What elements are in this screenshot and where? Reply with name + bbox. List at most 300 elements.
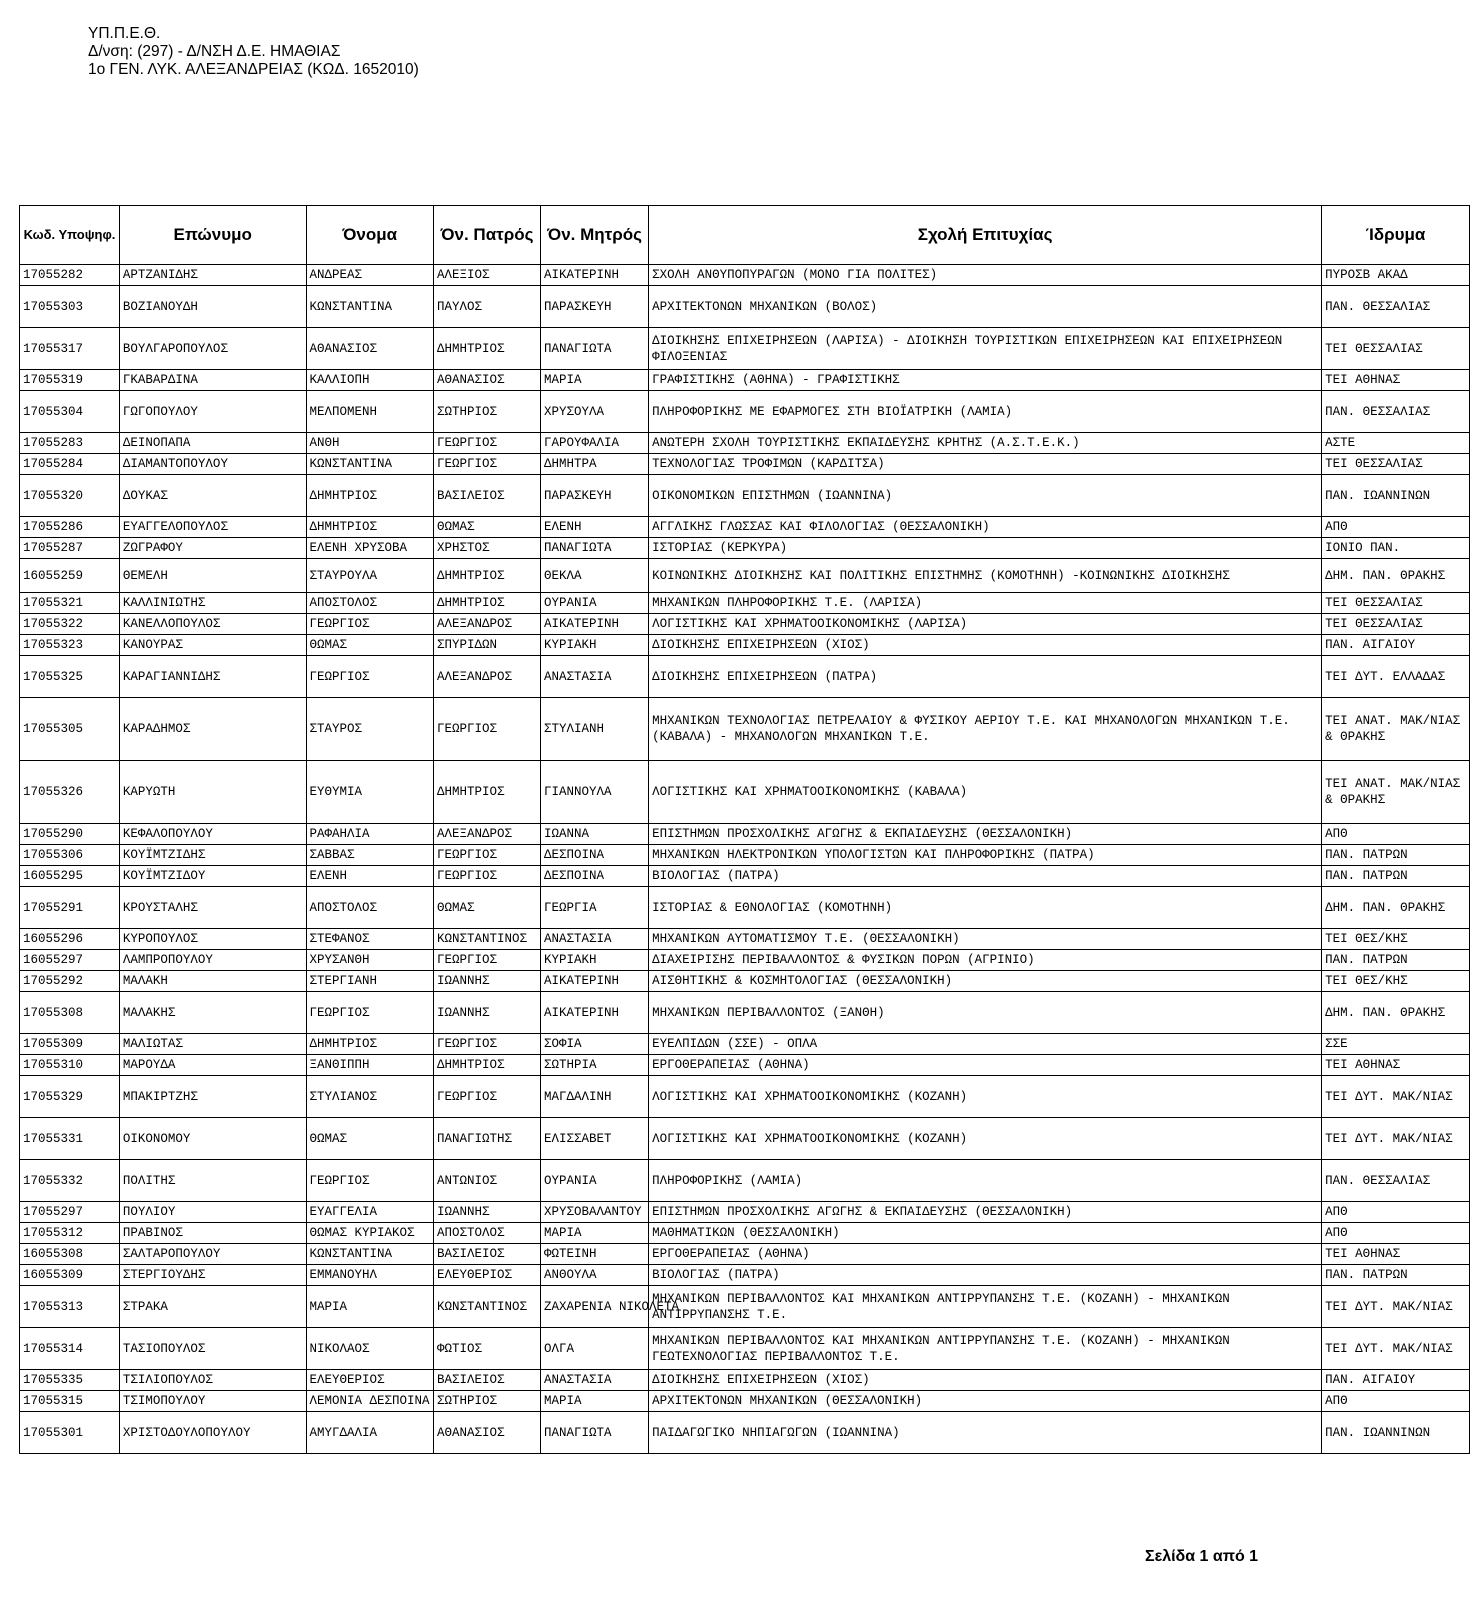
cell-mother: ΔΕΣΠΟΙΝΑ xyxy=(541,866,649,887)
cell-institution: ΤΕΙ ΔΥΤ. ΜΑΚ/ΝΙΑΣ xyxy=(1322,1328,1470,1370)
table-row xyxy=(20,824,1470,845)
cell-father: ΑΛΕΞΙΟΣ xyxy=(433,265,540,286)
cell-school: ΒΙΟΛΟΓΙΑΣ (ΠΑΤΡΑ) xyxy=(649,866,1322,887)
cell-institution: ΠΑΝ. ΠΑΤΡΩΝ xyxy=(1322,845,1470,866)
cell-institution: ΔΗΜ. ΠΑΝ. ΘΡΑΚΗΣ xyxy=(1322,887,1470,929)
cell-institution: ΤΕΙ ΔΥΤ. ΜΑΚ/ΝΙΑΣ xyxy=(1322,1118,1470,1160)
cell-mother: ΚΥΡΙΑΚΗ xyxy=(541,950,649,971)
cell-school: ΜΗΧΑΝΙΚΩΝ ΠΕΡΙΒΑΛΛΟΝΤΟΣ ΚΑΙ ΜΗΧΑΝΙΚΩΝ ΑΝΤΙΡΡΥΠΑΝΣΗΣ Τ.Ε. (ΚΟΖΑΝΗ) - ΜΗΧΑΝΙΚΩΝ ΑΝΤΙΡΡΥΠΑΝΣΗΣ Τ.Ε. xyxy=(649,1286,1322,1328)
ministry-line: ΥΠ.Π.Ε.Θ. xyxy=(88,25,161,42)
cell-institution: ΤΕΙ ΔΥΤ. ΕΛΛΑΔΑΣ xyxy=(1322,656,1470,698)
table-row xyxy=(20,454,1470,475)
cell-father: ΙΩΑΝΝΗΣ xyxy=(433,1202,540,1223)
cell-name: ΔΗΜΗΤΡΙΟΣ xyxy=(306,475,433,517)
cell-father: ΠΑΥΛΟΣ xyxy=(433,286,540,328)
results-table-body xyxy=(20,265,1470,1454)
cell-name: ΕΛΕΝΗ ΧΡΥΣΟΒΑ xyxy=(306,538,433,559)
cell-code: 17055283 xyxy=(20,433,120,454)
col-header-father: Όν. Πατρός xyxy=(433,206,540,265)
table-row xyxy=(20,286,1470,328)
cell-school: ΛΟΓΙΣΤΙΚΗΣ ΚΑΙ ΧΡΗΜΑΤΟΟΙΚΟΝΟΜΙΚΗΣ (ΛΑΡΙΣΑ) xyxy=(649,614,1322,635)
cell-institution: ΤΕΙ ΘΕΣΣΑΛΙΑΣ xyxy=(1322,328,1470,370)
cell-code: 17055306 xyxy=(20,845,120,866)
cell-surname: ΠΟΛΙΤΗΣ xyxy=(119,1160,306,1202)
cell-code: 17055304 xyxy=(20,391,120,433)
cell-father: ΒΑΣΙΛΕΙΟΣ xyxy=(433,475,540,517)
document-header xyxy=(88,25,419,79)
cell-code: 16055295 xyxy=(20,866,120,887)
cell-name: ΑΘΑΝΑΣΙΟΣ xyxy=(306,328,433,370)
cell-father: ΑΘΑΝΑΣΙΟΣ xyxy=(433,1412,540,1454)
cell-name: ΑΝΔΡΕΑΣ xyxy=(306,265,433,286)
cell-father: ΑΛΕΞΑΝΔΡΟΣ xyxy=(433,614,540,635)
cell-name: ΘΩΜΑΣ ΚΥΡΙΑΚΟΣ xyxy=(306,1223,433,1244)
cell-mother: ΦΩΤΕΙΝΗ xyxy=(541,1244,649,1265)
table-row xyxy=(20,1412,1470,1454)
cell-father: ΧΡΗΣΤΟΣ xyxy=(433,538,540,559)
cell-school: ΔΙΟΙΚΗΣΗΣ ΕΠΙΧΕΙΡΗΣΕΩΝ (ΧΙΟΣ) xyxy=(649,635,1322,656)
cell-father: ΔΗΜΗΤΡΙΟΣ xyxy=(433,559,540,593)
cell-father: ΑΠΟΣΤΟΛΟΣ xyxy=(433,1223,540,1244)
table-row xyxy=(20,1370,1470,1391)
table-row xyxy=(20,593,1470,614)
cell-school: ΑΓΓΛΙΚΗΣ ΓΛΩΣΣΑΣ ΚΑΙ ΦΙΛΟΛΟΓΙΑΣ (ΘΕΣΣΑΛΟΝΙΚΗ) xyxy=(649,517,1322,538)
cell-institution: ΤΕΙ ΔΥΤ. ΜΑΚ/ΝΙΑΣ xyxy=(1322,1076,1470,1118)
table-row xyxy=(20,887,1470,929)
cell-name: ΓΕΩΡΓΙΟΣ xyxy=(306,992,433,1034)
cell-mother: ΚΥΡΙΑΚΗ xyxy=(541,635,649,656)
cell-code: 17055323 xyxy=(20,635,120,656)
cell-surname: ΚΑΡΑΔΗΜΟΣ xyxy=(119,698,306,761)
cell-code: 17055335 xyxy=(20,1370,120,1391)
cell-surname: ΣΤΡΑΚΑ xyxy=(119,1286,306,1328)
cell-surname: ΚΡΟΥΣΤΑΛΗΣ xyxy=(119,887,306,929)
cell-father: ΓΕΩΡΓΙΟΣ xyxy=(433,1034,540,1055)
cell-code: 17055310 xyxy=(20,1055,120,1076)
cell-code: 17055314 xyxy=(20,1328,120,1370)
cell-institution: ΤΕΙ ΘΕΣΣΑΛΙΑΣ xyxy=(1322,614,1470,635)
cell-surname: ΓΚΑΒΑΡΔΙΝΑ xyxy=(119,370,306,391)
cell-institution: ΙΟΝΙΟ ΠΑΝ. xyxy=(1322,538,1470,559)
cell-code: 17055317 xyxy=(20,328,120,370)
cell-father: ΚΩΝΣΤΑΝΤΙΝΟΣ xyxy=(433,929,540,950)
cell-surname: ΒΟΥΛΓΑΡΟΠΟΥΛΟΣ xyxy=(119,328,306,370)
cell-surname: ΜΠΑΚΙΡΤΖΗΣ xyxy=(119,1076,306,1118)
col-header-institution: Ίδρυμα xyxy=(1322,206,1470,265)
cell-mother: ΑΙΚΑΤΕΡΙΝΗ xyxy=(541,614,649,635)
table-row xyxy=(20,1034,1470,1055)
cell-father: ΣΩΤΗΡΙΟΣ xyxy=(433,1391,540,1412)
table-row xyxy=(20,761,1470,824)
cell-mother: ΣΤΥΛΙΑΝΗ xyxy=(541,698,649,761)
cell-institution: ΠΑΝ. ΘΕΣΣΑΛΙΑΣ xyxy=(1322,286,1470,328)
table-row xyxy=(20,265,1470,286)
col-header-code: Κωδ. Υποψηφ. xyxy=(20,206,120,265)
cell-mother: ΧΡΥΣΟΥΛΑ xyxy=(541,391,649,433)
table-row xyxy=(20,1055,1470,1076)
cell-school: ΚΟΙΝΩΝΙΚΗΣ ΔΙΟΙΚΗΣΗΣ ΚΑΙ ΠΟΛΙΤΙΚΗΣ ΕΠΙΣΤΗΜΗΣ (ΚΟΜΟΤΗΝΗ) -ΚΟΙΝΩΝΙΚΗΣ ΔΙΟΙΚΗΣΗΣ xyxy=(649,559,1322,593)
page-number: Σελίδα 1 από 1 xyxy=(1145,1548,1259,1565)
col-header-surname: Επώνυμο xyxy=(119,206,306,265)
cell-mother: ΠΑΡΑΣΚΕΥΗ xyxy=(541,475,649,517)
cell-mother: ΠΑΝΑΓΙΩΤΑ xyxy=(541,1412,649,1454)
table-row xyxy=(20,1160,1470,1202)
table-row xyxy=(20,1118,1470,1160)
cell-name: ΔΗΜΗΤΡΙΟΣ xyxy=(306,517,433,538)
cell-surname: ΜΑΡΟΥΔΑ xyxy=(119,1055,306,1076)
cell-code: 17055309 xyxy=(20,1034,120,1055)
cell-name: ΔΗΜΗΤΡΙΟΣ xyxy=(306,1034,433,1055)
cell-code: 17055332 xyxy=(20,1160,120,1202)
table-row xyxy=(20,845,1470,866)
cell-mother: ΔΕΣΠΟΙΝΑ xyxy=(541,845,649,866)
cell-name: ΚΑΛΛΙΟΠΗ xyxy=(306,370,433,391)
cell-surname: ΚΑΝΕΛΛΟΠΟΥΛΟΣ xyxy=(119,614,306,635)
cell-father: ΑΘΑΝΑΣΙΟΣ xyxy=(433,370,540,391)
cell-institution: ΤΕΙ ΘΕΣΣΑΛΙΑΣ xyxy=(1322,454,1470,475)
cell-mother: ΠΑΝΑΓΙΩΤΑ xyxy=(541,328,649,370)
cell-surname: ΚΑΡΑΓΙΑΝΝΙΔΗΣ xyxy=(119,656,306,698)
cell-surname: ΚΕΦΑΛΟΠΟΥΛΟΥ xyxy=(119,824,306,845)
cell-institution: ΠΑΝ. ΑΙΓΑΙΟΥ xyxy=(1322,1370,1470,1391)
cell-name: ΘΩΜΑΣ xyxy=(306,635,433,656)
cell-institution: ΠΑΝ. ΠΑΤΡΩΝ xyxy=(1322,950,1470,971)
table-row xyxy=(20,538,1470,559)
cell-school: ΔΙΟΙΚΗΣΗΣ ΕΠΙΧΕΙΡΗΣΕΩΝ (ΠΑΤΡΑ) xyxy=(649,656,1322,698)
cell-father: ΓΕΩΡΓΙΟΣ xyxy=(433,454,540,475)
cell-surname: ΚΟΥΪΜΤΖΙΔΟΥ xyxy=(119,866,306,887)
table-row xyxy=(20,1391,1470,1412)
cell-father: ΑΛΕΞΑΝΔΡΟΣ xyxy=(433,824,540,845)
cell-father: ΓΕΩΡΓΙΟΣ xyxy=(433,698,540,761)
cell-name: ΧΡΥΣΑΝΘΗ xyxy=(306,950,433,971)
col-header-name: Όνομα xyxy=(306,206,433,265)
cell-code: 17055322 xyxy=(20,614,120,635)
cell-name: ΑΝΘΗ xyxy=(306,433,433,454)
cell-institution: ΑΠΘ xyxy=(1322,824,1470,845)
cell-code: 16055309 xyxy=(20,1265,120,1286)
table-row xyxy=(20,656,1470,698)
cell-code: 17055305 xyxy=(20,698,120,761)
cell-institution: ΤΕΙ ΘΕΣ/ΚΗΣ xyxy=(1322,971,1470,992)
cell-surname: ΑΡΤΖΑΝΙΔΗΣ xyxy=(119,265,306,286)
results-table xyxy=(19,205,1470,1454)
cell-name: ΚΩΝΣΤΑΝΤΙΝΑ xyxy=(306,454,433,475)
cell-mother: ΙΩΑΝΝΑ xyxy=(541,824,649,845)
cell-institution: ΑΠΘ xyxy=(1322,1223,1470,1244)
cell-school: ΛΟΓΙΣΤΙΚΗΣ ΚΑΙ ΧΡΗΜΑΤΟΟΙΚΟΝΟΜΙΚΗΣ (ΚΟΖΑΝΗ) xyxy=(649,1076,1322,1118)
cell-surname: ΟΙΚΟΝΟΜΟΥ xyxy=(119,1118,306,1160)
table-row xyxy=(20,992,1470,1034)
cell-code: 16055308 xyxy=(20,1244,120,1265)
cell-institution: ΤΕΙ ΑΘΗΝΑΣ xyxy=(1322,1055,1470,1076)
cell-school: ΜΗΧΑΝΙΚΩΝ ΠΕΡΙΒΑΛΛΟΝΤΟΣ ΚΑΙ ΜΗΧΑΝΙΚΩΝ ΑΝΤΙΡΡΥΠΑΝΣΗΣ Τ.Ε. (ΚΟΖΑΝΗ) - ΜΗΧΑΝΙΚΩΝ ΓΕΩΤΕΧΝΟΛΟΓΙΑΣ ΠΕΡΙΒΑΛΛΟΝΤΟΣ Τ.Ε. xyxy=(649,1328,1322,1370)
cell-father: ΙΩΑΝΝΗΣ xyxy=(433,971,540,992)
table-row xyxy=(20,698,1470,761)
cell-school: ΕΠΙΣΤΗΜΩΝ ΠΡΟΣΧΟΛΙΚΗΣ ΑΓΩΓΗΣ & ΕΚΠΑΙΔΕΥΣΗΣ (ΘΕΣΣΑΛΟΝΙΚΗ) xyxy=(649,1202,1322,1223)
cell-institution: ΤΕΙ ΑΘΗΝΑΣ xyxy=(1322,1244,1470,1265)
cell-mother: ΧΡΥΣΟΒΑΛΑΝΤΟΥ xyxy=(541,1202,649,1223)
cell-institution: ΠΑΝ. ΘΕΣΣΑΛΙΑΣ xyxy=(1322,391,1470,433)
cell-father: ΓΕΩΡΓΙΟΣ xyxy=(433,866,540,887)
cell-surname: ΤΑΣΙΟΠΟΥΛΟΣ xyxy=(119,1328,306,1370)
cell-code: 17055313 xyxy=(20,1286,120,1328)
cell-school: ΑΙΣΘΗΤΙΚΗΣ & ΚΟΣΜΗΤΟΛΟΓΙΑΣ (ΘΕΣΣΑΛΟΝΙΚΗ) xyxy=(649,971,1322,992)
cell-institution: ΣΣΕ xyxy=(1322,1034,1470,1055)
cell-father: ΒΑΣΙΛΕΙΟΣ xyxy=(433,1244,540,1265)
cell-name: ΣΤΥΛΙΑΝΟΣ xyxy=(306,1076,433,1118)
cell-school: ΜΗΧΑΝΙΚΩΝ ΤΕΧΝΟΛΟΓΙΑΣ ΠΕΤΡΕΛΑΙΟΥ & ΦΥΣΙΚΟΥ ΑΕΡΙΟΥ Τ.Ε. ΚΑΙ ΜΗΧΑΝΟΛΟΓΩΝ ΜΗΧΑΝΙΚΩΝ Τ.Ε. (ΚΑΒΑΛΑ) - ΜΗΧΑΝΟΛΟΓΩΝ ΜΗΧΑΝΙΚΩΝ Τ.Ε. xyxy=(649,698,1322,761)
cell-name: ΓΕΩΡΓΙΟΣ xyxy=(306,656,433,698)
cell-institution: ΤΕΙ ΑΝΑΤ. ΜΑΚ/ΝΙΑΣ & ΘΡΑΚΗΣ xyxy=(1322,698,1470,761)
table-row xyxy=(20,950,1470,971)
cell-name: ΣΑΒΒΑΣ xyxy=(306,845,433,866)
cell-code: 16055296 xyxy=(20,929,120,950)
cell-institution: ΠΑΝ. ΑΙΓΑΙΟΥ xyxy=(1322,635,1470,656)
cell-mother: ΓΑΡΟΥΦΑΛΙΑ xyxy=(541,433,649,454)
table-row xyxy=(20,971,1470,992)
cell-father: ΔΗΜΗΤΡΙΟΣ xyxy=(433,761,540,824)
cell-name: ΕΜΜΑΝΟΥΗΛ xyxy=(306,1265,433,1286)
cell-code: 16055259 xyxy=(20,559,120,593)
cell-mother: ΜΑΡΙΑ xyxy=(541,1391,649,1412)
cell-name: ΜΕΛΠΟΜΕΝΗ xyxy=(306,391,433,433)
cell-mother: ΟΛΓΑ xyxy=(541,1328,649,1370)
table-row xyxy=(20,1223,1470,1244)
cell-mother: ΕΛΙΣΣΑΒΕΤ xyxy=(541,1118,649,1160)
cell-mother: ΖΑΧΑΡΕΝΙΑ ΝΙΚΟΛΕΤΑ xyxy=(541,1286,649,1328)
col-header-school: Σχολή Επιτυχίας xyxy=(649,206,1322,265)
cell-surname: ΓΩΓΟΠΟΥΛΟΥ xyxy=(119,391,306,433)
cell-code: 17055320 xyxy=(20,475,120,517)
cell-institution: ΔΗΜ. ΠΑΝ. ΘΡΑΚΗΣ xyxy=(1322,992,1470,1034)
cell-institution: ΠΑΝ. ΙΩΑΝΝΙΝΩΝ xyxy=(1322,1412,1470,1454)
cell-mother: ΟΥΡΑΝΙΑ xyxy=(541,1160,649,1202)
cell-school: ΤΕΧΝΟΛΟΓΙΑΣ ΤΡΟΦΙΜΩΝ (ΚΑΡΔΙΤΣΑ) xyxy=(649,454,1322,475)
cell-surname: ΔΕΙΝΟΠΑΠΑ xyxy=(119,433,306,454)
cell-father: ΣΠΥΡΙΔΩΝ xyxy=(433,635,540,656)
cell-code: 16055297 xyxy=(20,950,120,971)
cell-mother: ΜΑΡΙΑ xyxy=(541,370,649,391)
table-row xyxy=(20,1286,1470,1328)
cell-mother: ΜΑΓΔΑΛΙΝΗ xyxy=(541,1076,649,1118)
cell-school: ΑΡΧΙΤΕΚΤΟΝΩΝ ΜΗΧΑΝΙΚΩΝ (ΘΕΣΣΑΛΟΝΙΚΗ) xyxy=(649,1391,1322,1412)
cell-school: ΠΛΗΡΟΦΟΡΙΚΗΣ (ΛΑΜΙΑ) xyxy=(649,1160,1322,1202)
cell-surname: ΤΣΙΜΟΠΟΥΛΟΥ xyxy=(119,1391,306,1412)
cell-mother: ΟΥΡΑΝΙΑ xyxy=(541,593,649,614)
table-row xyxy=(20,1265,1470,1286)
cell-name: ΑΜΥΓΔΑΛΙΑ xyxy=(306,1412,433,1454)
cell-code: 17055286 xyxy=(20,517,120,538)
cell-mother: ΣΟΦΙΑ xyxy=(541,1034,649,1055)
cell-name: ΛΕΜΟΝΙΑ ΔΕΣΠΟΙΝΑ xyxy=(306,1391,433,1412)
cell-surname: ΚΑΝΟΥΡΑΣ xyxy=(119,635,306,656)
directorate-line: Δ/νση: (297) - Δ/ΝΣΗ Δ.Ε. ΗΜΑΘΙΑΣ xyxy=(88,43,341,60)
table-row xyxy=(20,433,1470,454)
cell-surname: ΔΟΥΚΑΣ xyxy=(119,475,306,517)
cell-code: 17055291 xyxy=(20,887,120,929)
cell-code: 17055308 xyxy=(20,992,120,1034)
cell-school: ΔΙΟΙΚΗΣΗΣ ΕΠΙΧΕΙΡΗΣΕΩΝ (ΛΑΡΙΣΑ) - ΔΙΟΙΚΗΣΗ ΤΟΥΡΙΣΤΙΚΩΝ ΕΠΙΧΕΙΡΗΣΕΩΝ ΚΑΙ ΕΠΙΧΕΙΡΗΣΕΩΝ ΦΙΛΟΞΕΝΙΑΣ xyxy=(649,328,1322,370)
cell-surname: ΖΩΓΡΑΦΟΥ xyxy=(119,538,306,559)
cell-code: 17055315 xyxy=(20,1391,120,1412)
cell-mother: ΠΑΡΑΣΚΕΥΗ xyxy=(541,286,649,328)
cell-name: ΚΩΝΣΤΑΝΤΙΝΑ xyxy=(306,1244,433,1265)
cell-code: 17055282 xyxy=(20,265,120,286)
cell-name: ΕΛΕΥΘΕΡΙΟΣ xyxy=(306,1370,433,1391)
cell-school: ΕΥΕΛΠΙΔΩΝ (ΣΣΕ) - ΟΠΛΑ xyxy=(649,1034,1322,1055)
cell-school: ΣΧΟΛΗ ΑΝΘΥΠΟΠΥΡΑΓΩΝ (ΜΟΝΟ ΓΙΑ ΠΟΛΙΤΕΣ) xyxy=(649,265,1322,286)
cell-name: ΓΕΩΡΓΙΟΣ xyxy=(306,614,433,635)
cell-father: ΕΛΕΥΘΕΡΙΟΣ xyxy=(433,1265,540,1286)
cell-code: 17055297 xyxy=(20,1202,120,1223)
cell-institution: ΤΕΙ ΘΕΣΣΑΛΙΑΣ xyxy=(1322,593,1470,614)
cell-father: ΚΩΝΣΤΑΝΤΙΝΟΣ xyxy=(433,1286,540,1328)
cell-school: ΕΡΓΟΘΕΡΑΠΕΙΑΣ (ΑΘΗΝΑ) xyxy=(649,1055,1322,1076)
table-row xyxy=(20,391,1470,433)
cell-institution: ΑΣΤΕ xyxy=(1322,433,1470,454)
cell-name: ΞΑΝΘΙΠΠΗ xyxy=(306,1055,433,1076)
cell-code: 17055290 xyxy=(20,824,120,845)
cell-father: ΣΩΤΗΡΙΟΣ xyxy=(433,391,540,433)
table-row xyxy=(20,1076,1470,1118)
table-row xyxy=(20,635,1470,656)
cell-surname: ΜΑΛΑΚΗ xyxy=(119,971,306,992)
cell-school: ΜΗΧΑΝΙΚΩΝ ΑΥΤΟΜΑΤΙΣΜΟΥ Τ.Ε. (ΘΕΣΣΑΛΟΝΙΚΗ) xyxy=(649,929,1322,950)
cell-mother: ΑΙΚΑΤΕΡΙΝΗ xyxy=(541,265,649,286)
cell-code: 17055321 xyxy=(20,593,120,614)
cell-surname: ΤΣΙΛΙΟΠΟΥΛΟΣ xyxy=(119,1370,306,1391)
cell-surname: ΚΟΥΪΜΤΖΙΔΗΣ xyxy=(119,845,306,866)
cell-institution: ΠΥΡΟΣΒ ΑΚΑΔ xyxy=(1322,265,1470,286)
cell-code: 17055329 xyxy=(20,1076,120,1118)
cell-school: ΜΗΧΑΝΙΚΩΝ ΠΕΡΙΒΑΛΛΟΝΤΟΣ (ΞΑΝΘΗ) xyxy=(649,992,1322,1034)
cell-surname: ΒΟΖΙΑΝΟΥΔΗ xyxy=(119,286,306,328)
cell-mother: ΑΙΚΑΤΕΡΙΝΗ xyxy=(541,971,649,992)
cell-father: ΘΩΜΑΣ xyxy=(433,517,540,538)
cell-father: ΙΩΑΝΝΗΣ xyxy=(433,992,540,1034)
header-row xyxy=(20,206,1470,265)
cell-institution: ΠΑΝ. ΠΑΤΡΩΝ xyxy=(1322,866,1470,887)
cell-father: ΓΕΩΡΓΙΟΣ xyxy=(433,1076,540,1118)
cell-institution: ΑΠΘ xyxy=(1322,1202,1470,1223)
cell-school: ΓΡΑΦΙΣΤΙΚΗΣ (ΑΘΗΝΑ) - ΓΡΑΦΙΣΤΙΚΗΣ xyxy=(649,370,1322,391)
cell-school: ΛΟΓΙΣΤΙΚΗΣ ΚΑΙ ΧΡΗΜΑΤΟΟΙΚΟΝΟΜΙΚΗΣ (ΚΟΖΑΝΗ) xyxy=(649,1118,1322,1160)
table-row xyxy=(20,475,1470,517)
cell-surname: ΜΑΛΑΚΗΣ xyxy=(119,992,306,1034)
cell-surname: ΘΕΜΕΛΗ xyxy=(119,559,306,593)
cell-name: ΑΠΟΣΤΟΛΟΣ xyxy=(306,593,433,614)
cell-name: ΝΙΚΟΛΑΟΣ xyxy=(306,1328,433,1370)
cell-surname: ΔΙΑΜΑΝΤΟΠΟΥΛΟΥ xyxy=(119,454,306,475)
cell-mother: ΑΙΚΑΤΕΡΙΝΗ xyxy=(541,992,649,1034)
cell-institution: ΠΑΝ. ΠΑΤΡΩΝ xyxy=(1322,1265,1470,1286)
cell-name: ΓΕΩΡΓΙΟΣ xyxy=(306,1160,433,1202)
table-row xyxy=(20,1202,1470,1223)
table-row xyxy=(20,614,1470,635)
cell-surname: ΚΑΛΛΙΝΙΩΤΗΣ xyxy=(119,593,306,614)
table-row xyxy=(20,517,1470,538)
cell-father: ΔΗΜΗΤΡΙΟΣ xyxy=(433,1055,540,1076)
table-row xyxy=(20,1244,1470,1265)
cell-institution: ΤΕΙ ΘΕΣ/ΚΗΣ xyxy=(1322,929,1470,950)
cell-name: ΣΤΑΥΡΟΥΛΑ xyxy=(306,559,433,593)
cell-institution: ΤΕΙ ΔΥΤ. ΜΑΚ/ΝΙΑΣ xyxy=(1322,1286,1470,1328)
cell-school: ΜΗΧΑΝΙΚΩΝ ΗΛΕΚΤΡΟΝΙΚΩΝ ΥΠΟΛΟΓΙΣΤΩΝ ΚΑΙ ΠΛΗΡΟΦΟΡΙΚΗΣ (ΠΑΤΡΑ) xyxy=(649,845,1322,866)
cell-name: ΚΩΝΣΤΑΝΤΙΝΑ xyxy=(306,286,433,328)
cell-mother: ΕΛΕΝΗ xyxy=(541,517,649,538)
cell-school: ΠΛΗΡΟΦΟΡΙΚΗΣ ΜΕ ΕΦΑΡΜΟΓΕΣ ΣΤΗ ΒΙΟΪΑΤΡΙΚΗ (ΛΑΜΙΑ) xyxy=(649,391,1322,433)
cell-name: ΣΤΑΥΡΟΣ xyxy=(306,698,433,761)
cell-mother: ΑΝΘΟΥΛΑ xyxy=(541,1265,649,1286)
cell-name: ΡΑΦΑΗΛΙΑ xyxy=(306,824,433,845)
cell-father: ΑΝΤΩΝΙΟΣ xyxy=(433,1160,540,1202)
cell-institution: ΤΕΙ ΑΝΑΤ. ΜΑΚ/ΝΙΑΣ & ΘΡΑΚΗΣ xyxy=(1322,761,1470,824)
cell-surname: ΧΡΙΣΤΟΔΟΥΛΟΠΟΥΛΟΥ xyxy=(119,1412,306,1454)
cell-mother: ΣΩΤΗΡΙΑ xyxy=(541,1055,649,1076)
cell-code: 17055301 xyxy=(20,1412,120,1454)
cell-surname: ΣΑΛΤΑΡΟΠΟΥΛΟΥ xyxy=(119,1244,306,1265)
cell-name: ΘΩΜΑΣ xyxy=(306,1118,433,1160)
table-row xyxy=(20,370,1470,391)
cell-school: ΑΝΩΤΕΡΗ ΣΧΟΛΗ ΤΟΥΡΙΣΤΙΚΗΣ ΕΚΠΑΙΔΕΥΣΗΣ ΚΡΗΤΗΣ (Α.Σ.Τ.Ε.Κ.) xyxy=(649,433,1322,454)
cell-code: 17055331 xyxy=(20,1118,120,1160)
table-row xyxy=(20,866,1470,887)
cell-surname: ΕΥΑΓΓΕΛΟΠΟΥΛΟΣ xyxy=(119,517,306,538)
school-line: 1ο ΓΕΝ. ΛΥΚ. ΑΛΕΞΑΝΔΡΕΙΑΣ (ΚΩΔ. 1652010) xyxy=(88,61,419,78)
cell-school: ΙΣΤΟΡΙΑΣ (ΚΕΡΚΥΡΑ) xyxy=(649,538,1322,559)
cell-school: ΑΡΧΙΤΕΚΤΟΝΩΝ ΜΗΧΑΝΙΚΩΝ (ΒΟΛΟΣ) xyxy=(649,286,1322,328)
cell-father: ΑΛΕΞΑΝΔΡΟΣ xyxy=(433,656,540,698)
cell-school: ΒΙΟΛΟΓΙΑΣ (ΠΑΤΡΑ) xyxy=(649,1265,1322,1286)
cell-father: ΔΗΜΗΤΡΙΟΣ xyxy=(433,328,540,370)
cell-surname: ΣΤΕΡΓΙΟΥΔΗΣ xyxy=(119,1265,306,1286)
cell-school: ΟΙΚΟΝΟΜΙΚΩΝ ΕΠΙΣΤΗΜΩΝ (ΙΩΑΝΝΙΝΑ) xyxy=(649,475,1322,517)
cell-father: ΘΩΜΑΣ xyxy=(433,887,540,929)
cell-name: ΣΤΕΦΑΝΟΣ xyxy=(306,929,433,950)
cell-school: ΠΑΙΔΑΓΩΓΙΚΟ ΝΗΠΙΑΓΩΓΩΝ (ΙΩΑΝΝΙΝΑ) xyxy=(649,1412,1322,1454)
cell-school: ΕΡΓΟΘΕΡΑΠΕΙΑΣ (ΑΘΗΝΑ) xyxy=(649,1244,1322,1265)
cell-mother: ΓΙΑΝΝΟΥΛΑ xyxy=(541,761,649,824)
cell-code: 17055326 xyxy=(20,761,120,824)
cell-father: ΒΑΣΙΛΕΙΟΣ xyxy=(433,1370,540,1391)
cell-name: ΣΤΕΡΓΙΑΝΗ xyxy=(306,971,433,992)
cell-name: ΕΥΑΓΓΕΛΙΑ xyxy=(306,1202,433,1223)
cell-mother: ΔΗΜΗΤΡΑ xyxy=(541,454,649,475)
cell-mother: ΘΕΚΛΑ xyxy=(541,559,649,593)
cell-father: ΠΑΝΑΓΙΩΤΗΣ xyxy=(433,1118,540,1160)
cell-father: ΓΕΩΡΓΙΟΣ xyxy=(433,950,540,971)
cell-code: 17055284 xyxy=(20,454,120,475)
cell-code: 17055312 xyxy=(20,1223,120,1244)
cell-institution: ΑΠΘ xyxy=(1322,1391,1470,1412)
cell-mother: ΓΕΩΡΓΙΑ xyxy=(541,887,649,929)
table-row xyxy=(20,929,1470,950)
cell-name: ΜΑΡΙΑ xyxy=(306,1286,433,1328)
cell-school: ΜΑΘΗΜΑΤΙΚΩΝ (ΘΕΣΣΑΛΟΝΙΚΗ) xyxy=(649,1223,1322,1244)
cell-institution: ΤΕΙ ΑΘΗΝΑΣ xyxy=(1322,370,1470,391)
cell-father: ΓΕΩΡΓΙΟΣ xyxy=(433,433,540,454)
cell-mother: ΑΝΑΣΤΑΣΙΑ xyxy=(541,1370,649,1391)
cell-surname: ΛΑΜΠΡΟΠΟΥΛΟΥ xyxy=(119,950,306,971)
cell-name: ΕΛΕΝΗ xyxy=(306,866,433,887)
cell-code: 17055325 xyxy=(20,656,120,698)
cell-surname: ΠΟΥΛΙΟΥ xyxy=(119,1202,306,1223)
cell-mother: ΑΝΑΣΤΑΣΙΑ xyxy=(541,656,649,698)
cell-father: ΦΩΤΙΟΣ xyxy=(433,1328,540,1370)
cell-school: ΔΙΟΙΚΗΣΗΣ ΕΠΙΧΕΙΡΗΣΕΩΝ (ΧΙΟΣ) xyxy=(649,1370,1322,1391)
cell-school: ΛΟΓΙΣΤΙΚΗΣ ΚΑΙ ΧΡΗΜΑΤΟΟΙΚΟΝΟΜΙΚΗΣ (ΚΑΒΑΛΑ) xyxy=(649,761,1322,824)
